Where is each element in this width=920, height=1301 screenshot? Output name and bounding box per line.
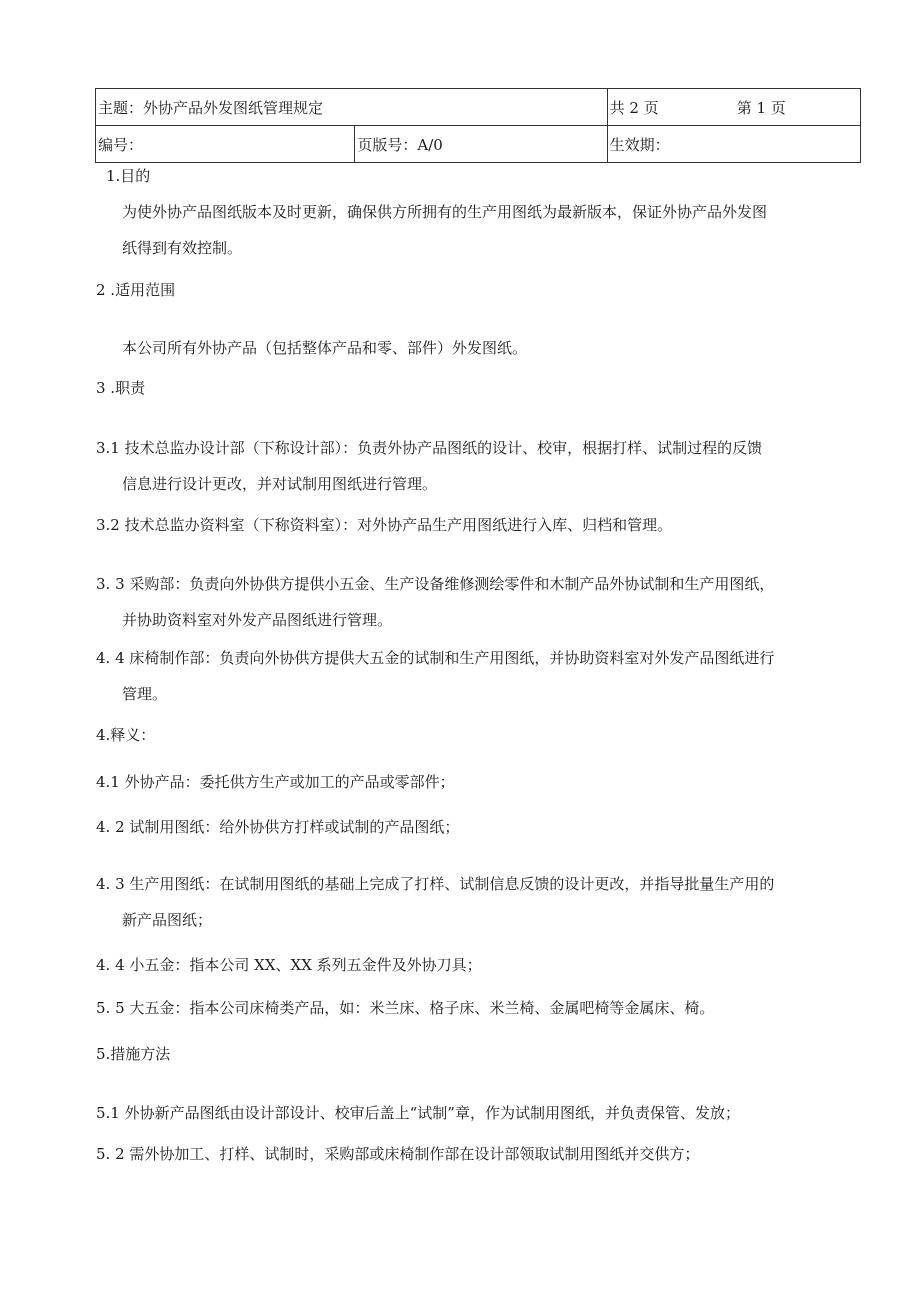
paragraph-line: 并协助资料室对外发产品图纸进行管理。 — [122, 611, 393, 629]
section-heading-measures: 5.措施方法 — [96, 1045, 171, 1063]
paragraph-line: 4. 3 生产用图纸：在试制用图纸的基础上完成了打样、试制信息反馈的设计更改，并指导批量生产用的 — [96, 875, 775, 893]
paragraph-line: 管理。 — [122, 685, 168, 703]
page-count-cell — [607, 89, 860, 126]
document-header-table — [95, 88, 861, 163]
version-cell: 页版号：A/0 — [355, 126, 607, 163]
paragraph-line: 3. 3 采购部：负责向外协供方提供小五金、生产设备维修测绘零件和木制产品外协试制和生产用图纸， — [96, 575, 775, 593]
total-pages: 共 2 页 — [609, 98, 659, 117]
paragraph-line: 4.1 外协产品：委托供方生产或加工的产品或零部件； — [96, 773, 455, 791]
header-row-2 — [96, 126, 861, 163]
section-heading-scope: 2 .适用范围 — [96, 281, 176, 299]
paragraph-line: 3.1 技术总监办设计部（下称设计部）：负责外协产品图纸的设计、校审，根据打样、试制过程的反馈 — [96, 439, 763, 457]
paragraph-line: 5.1 外协新产品图纸由设计部设计、校审后盖上“试制”章，作为试制用图纸，并负责保管、发放； — [96, 1104, 740, 1122]
paragraph-line: 3.2 技术总监办资料室（下称资料室）：对外协产品生产用图纸进行入库、归档和管理。 — [96, 516, 673, 534]
subject-cell: 主题：外协产品外发图纸管理规定 — [96, 89, 608, 126]
effective-date-cell: 生效期： — [607, 126, 860, 163]
paragraph-line: 信息进行设计更改，并对试制用图纸进行管理。 — [122, 475, 438, 493]
section-heading-purpose: 1.目的 — [106, 167, 151, 185]
paragraph-line: 4. 2 试制用图纸：给外协供方打样或试制的产品图纸； — [96, 818, 460, 836]
paragraph-line: 5. 5 大五金：指本公司床椅类产品，如：米兰床、格子床、米兰椅、金属吧椅等金属床、椅。 — [96, 999, 715, 1017]
paragraph-line: 4. 4 床椅制作部：负责向外协供方提供大五金的试制和生产用图纸，并协助资料室对外发产品图纸进行 — [96, 649, 775, 667]
section-heading-definitions: 4.释义： — [96, 726, 156, 744]
paragraph-line: 为使外协产品图纸版本及时更新，确保供方所拥有的生产用图纸为最新版本，保证外协产品外发图 — [122, 203, 768, 221]
paragraph-line: 4. 4 小五金：指本公司 XX、XX 系列五金件及外协刀具； — [96, 956, 482, 974]
section-heading-responsibilities: 3 .职责 — [96, 379, 146, 397]
header-row-1 — [96, 89, 861, 126]
paragraph-line: 纸得到有效控制。 — [122, 239, 243, 257]
page-number: 第 1 页 — [736, 98, 786, 117]
paragraph-line: 本公司所有外协产品（包括整体产品和零、部件）外发图纸。 — [122, 339, 528, 357]
doc-number-cell: 编号： — [96, 126, 355, 163]
paragraph-line: 新产品图纸； — [122, 911, 213, 929]
paragraph-line: 5. 2 需外协加工、打样、试制时，采购部或床椅制作部在设计部领取试制用图纸并交供方； — [96, 1145, 700, 1163]
